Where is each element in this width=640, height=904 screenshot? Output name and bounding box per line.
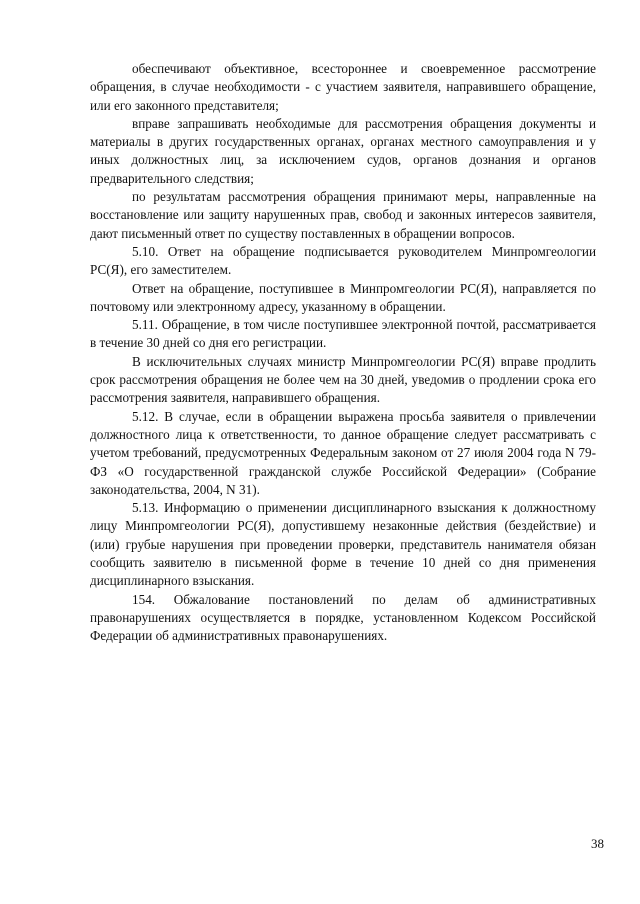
- paragraph-request-documents: вправе запрашивать необходимые для рассмотрения обращения документы и материалы в других государственных органах, органах местного самоуправления и у иных должностных лиц, за исключением судов, органов дознания и органов предварительного следствия;: [90, 115, 596, 186]
- paragraph-review-results: по результатам рассмотрения обращения принимают меры, направленные на восстановление или защиту нарушенных прав, свобод и законных интересов заявителя, дают письменный ответ по существу поставленных в обращении вопросов.: [90, 189, 596, 241]
- paragraph-response-delivery: Ответ на обращение, поступившее в Минпромгеологии РС(Я), направляется по почтовому или электронному адресу, указанному в обращении.: [90, 280, 596, 314]
- paragraph-term-extension: В исключительных случаях министр Минпромгеологии РС(Я) вправе продлить срок рассмотрения обращения не более чем на 30 дней, уведомив о продлении срока его рассмотрения заявителя, направившего обращения.: [90, 353, 596, 406]
- document-body: [90, 60, 596, 646]
- paragraph-5-13: 5.13. Информацию о применении дисциплинарного взыскания к должностному лицу Минпромгеологии РС(Я), допустившему незаконные действия (бездействие) и (или) грубые нарушения при проведении проверки, представитель нанимателя обязан сообщить заявителю в письменной форме в течение 10 дней со дня применения дисциплинарного взыскания.: [90, 500, 596, 589]
- paragraph-5-10: 5.10. Ответ на обращение подписывается руководителем Минпромгеологии РС(Я), его заместителем.: [90, 243, 596, 278]
- paragraph-5-11: 5.11. Обращение, в том числе поступившее электронной почтой, рассматривается в течение 30 дней со дня его регистрации.: [90, 317, 596, 351]
- paragraph-obligations-objective: обеспечивают объективное, всестороннее и своевременное рассмотрение обращения, в случае необходимости - с участием заявителя, направившего обращение, или его законного представителя;: [90, 61, 596, 113]
- paragraph-154: 154. Обжалование постановлений по делам об административных правонарушениях осуществляется в порядке, установленном Кодексом Российской Федерации об административных правонарушениях.: [90, 591, 596, 644]
- paragraph-5-12: 5.12. В случае, если в обращении выражена просьба заявителя о привлечении должностного лица к ответственности, то данное обращение следует рассматривать с учетом требований, предусмотренных Федеральным законом от 27 июля 2004 года N 79-ФЗ «О государственной гражданской службе Российской Федерации» (Собрание законодательства, 2004, N 31).: [90, 408, 596, 497]
- page-number: 38: [591, 836, 604, 851]
